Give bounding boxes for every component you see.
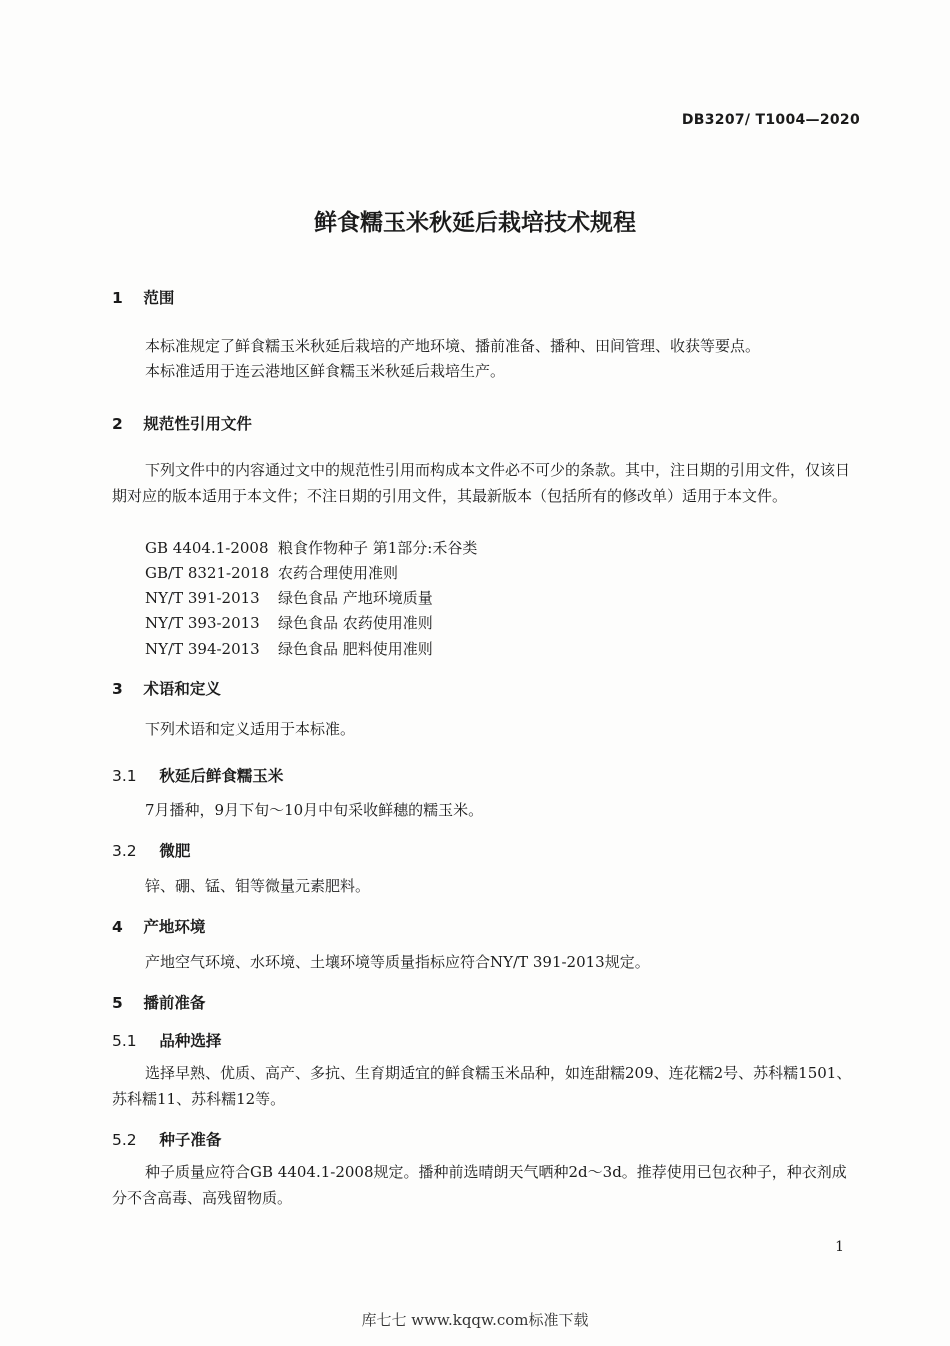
- reference-code: NY/T 394-2013: [145, 640, 260, 658]
- reference-item: [145, 587, 433, 608]
- section-title: 秋延后鲜食糯玉米: [159, 767, 284, 785]
- reference-name: 绿色食品 农药使用准则: [278, 614, 433, 632]
- reference-code: GB 4404.1-2008: [145, 539, 269, 557]
- reference-code: NY/T 393-2013: [145, 614, 260, 632]
- reference-item: [145, 612, 433, 633]
- reference-item: [145, 562, 398, 583]
- section-title: 产地环境: [143, 918, 206, 936]
- section-number: 5.1: [112, 1032, 137, 1050]
- section-3-2-paragraph-1: 锌、硼、锰、钼等微量元素肥料。: [145, 877, 371, 895]
- reference-item: [145, 537, 477, 558]
- reference-name: 绿色食品 肥料使用准则: [278, 640, 433, 658]
- section-3-2-heading: [112, 839, 190, 861]
- section-5-heading: [112, 991, 205, 1013]
- section-number: 3.2: [112, 842, 137, 860]
- reference-name: 粮食作物种子 第1部分:禾谷类: [278, 539, 478, 557]
- section-3-1-paragraph-1: 7月播种，9月下旬～10月中旬采收鲜穗的糯玉米。: [145, 801, 484, 819]
- section-2-paragraph-1: 下列文件中的内容通过文中的规范性引用而构成本文件必不可少的条款。其中，注日期的引用文件，仅该日期对应的版本适用于本文件；不注日期的引用文件，其最新版本（包括所有的修改单）适用于本文件。: [112, 461, 851, 505]
- section-5-2-heading: [112, 1128, 221, 1150]
- section-5-2-paragraph-1: 种子质量应符合GB 4404.1-2008规定。播种前选晴朗天气晒种2d～3d。推荐使用已包衣种子，种衣剂成分不含高毒、高残留物质。: [112, 1163, 847, 1207]
- reference-name: 绿色食品 产地环境质量: [278, 589, 433, 607]
- section-title: 品种选择: [159, 1032, 222, 1050]
- section-number: 5: [112, 994, 123, 1012]
- section-title: 种子准备: [159, 1131, 222, 1149]
- reference-item: [145, 638, 433, 659]
- footer-watermark: 库七七 www.kqqw.com标准下载: [361, 1311, 589, 1329]
- section-title: 范围: [143, 289, 175, 307]
- section-3-paragraph-1: 下列术语和定义适用于本标准。: [145, 720, 356, 738]
- section-number: 1: [112, 289, 123, 307]
- section-3-heading: [112, 677, 221, 699]
- section-1-paragraph-2: 本标准适用于连云港地区鲜食糯玉米秋延后栽培生产。: [145, 362, 506, 380]
- section-1-paragraph-1: 本标准规定了鲜食糯玉米秋延后栽培的产地环境、播前准备、播种、田间管理、收获等要点。: [145, 337, 761, 355]
- page-title: 鲜食糯玉米秋延后栽培技术规程: [314, 210, 636, 236]
- section-2-heading: [112, 412, 252, 434]
- section-4-paragraph-1: 产地空气环境、水环境、土壤环境等质量指标应符合NY/T 391-2013规定。: [145, 953, 650, 971]
- section-number: 5.2: [112, 1131, 137, 1149]
- page-number: 1: [835, 1239, 844, 1255]
- section-4-heading: [112, 915, 205, 937]
- section-title: 规范性引用文件: [143, 415, 252, 433]
- section-5-1-paragraph-1: 选择早熟、优质、高产、多抗、生育期适宜的鲜食糯玉米品种，如连甜糯209、连花糯2号、苏科糯1501、苏科糯11、苏科糯12等。: [112, 1064, 852, 1108]
- section-title: 播前准备: [143, 994, 206, 1012]
- reference-code: NY/T 391-2013: [145, 589, 260, 607]
- section-title: 微肥: [159, 842, 191, 860]
- section-number: 3.1: [112, 767, 137, 785]
- section-5-1-heading: [112, 1029, 221, 1051]
- section-1-heading: [112, 286, 174, 308]
- section-number: 3: [112, 680, 123, 698]
- standard-code: DB3207/ T1004—2020: [681, 112, 860, 128]
- reference-name: 农药合理使用准则: [278, 564, 399, 582]
- section-3-1-heading: [112, 764, 283, 786]
- section-number: 2: [112, 415, 123, 433]
- section-title: 术语和定义: [143, 680, 221, 698]
- reference-code: GB/T 8321-2018: [145, 564, 270, 582]
- section-number: 4: [112, 918, 123, 936]
